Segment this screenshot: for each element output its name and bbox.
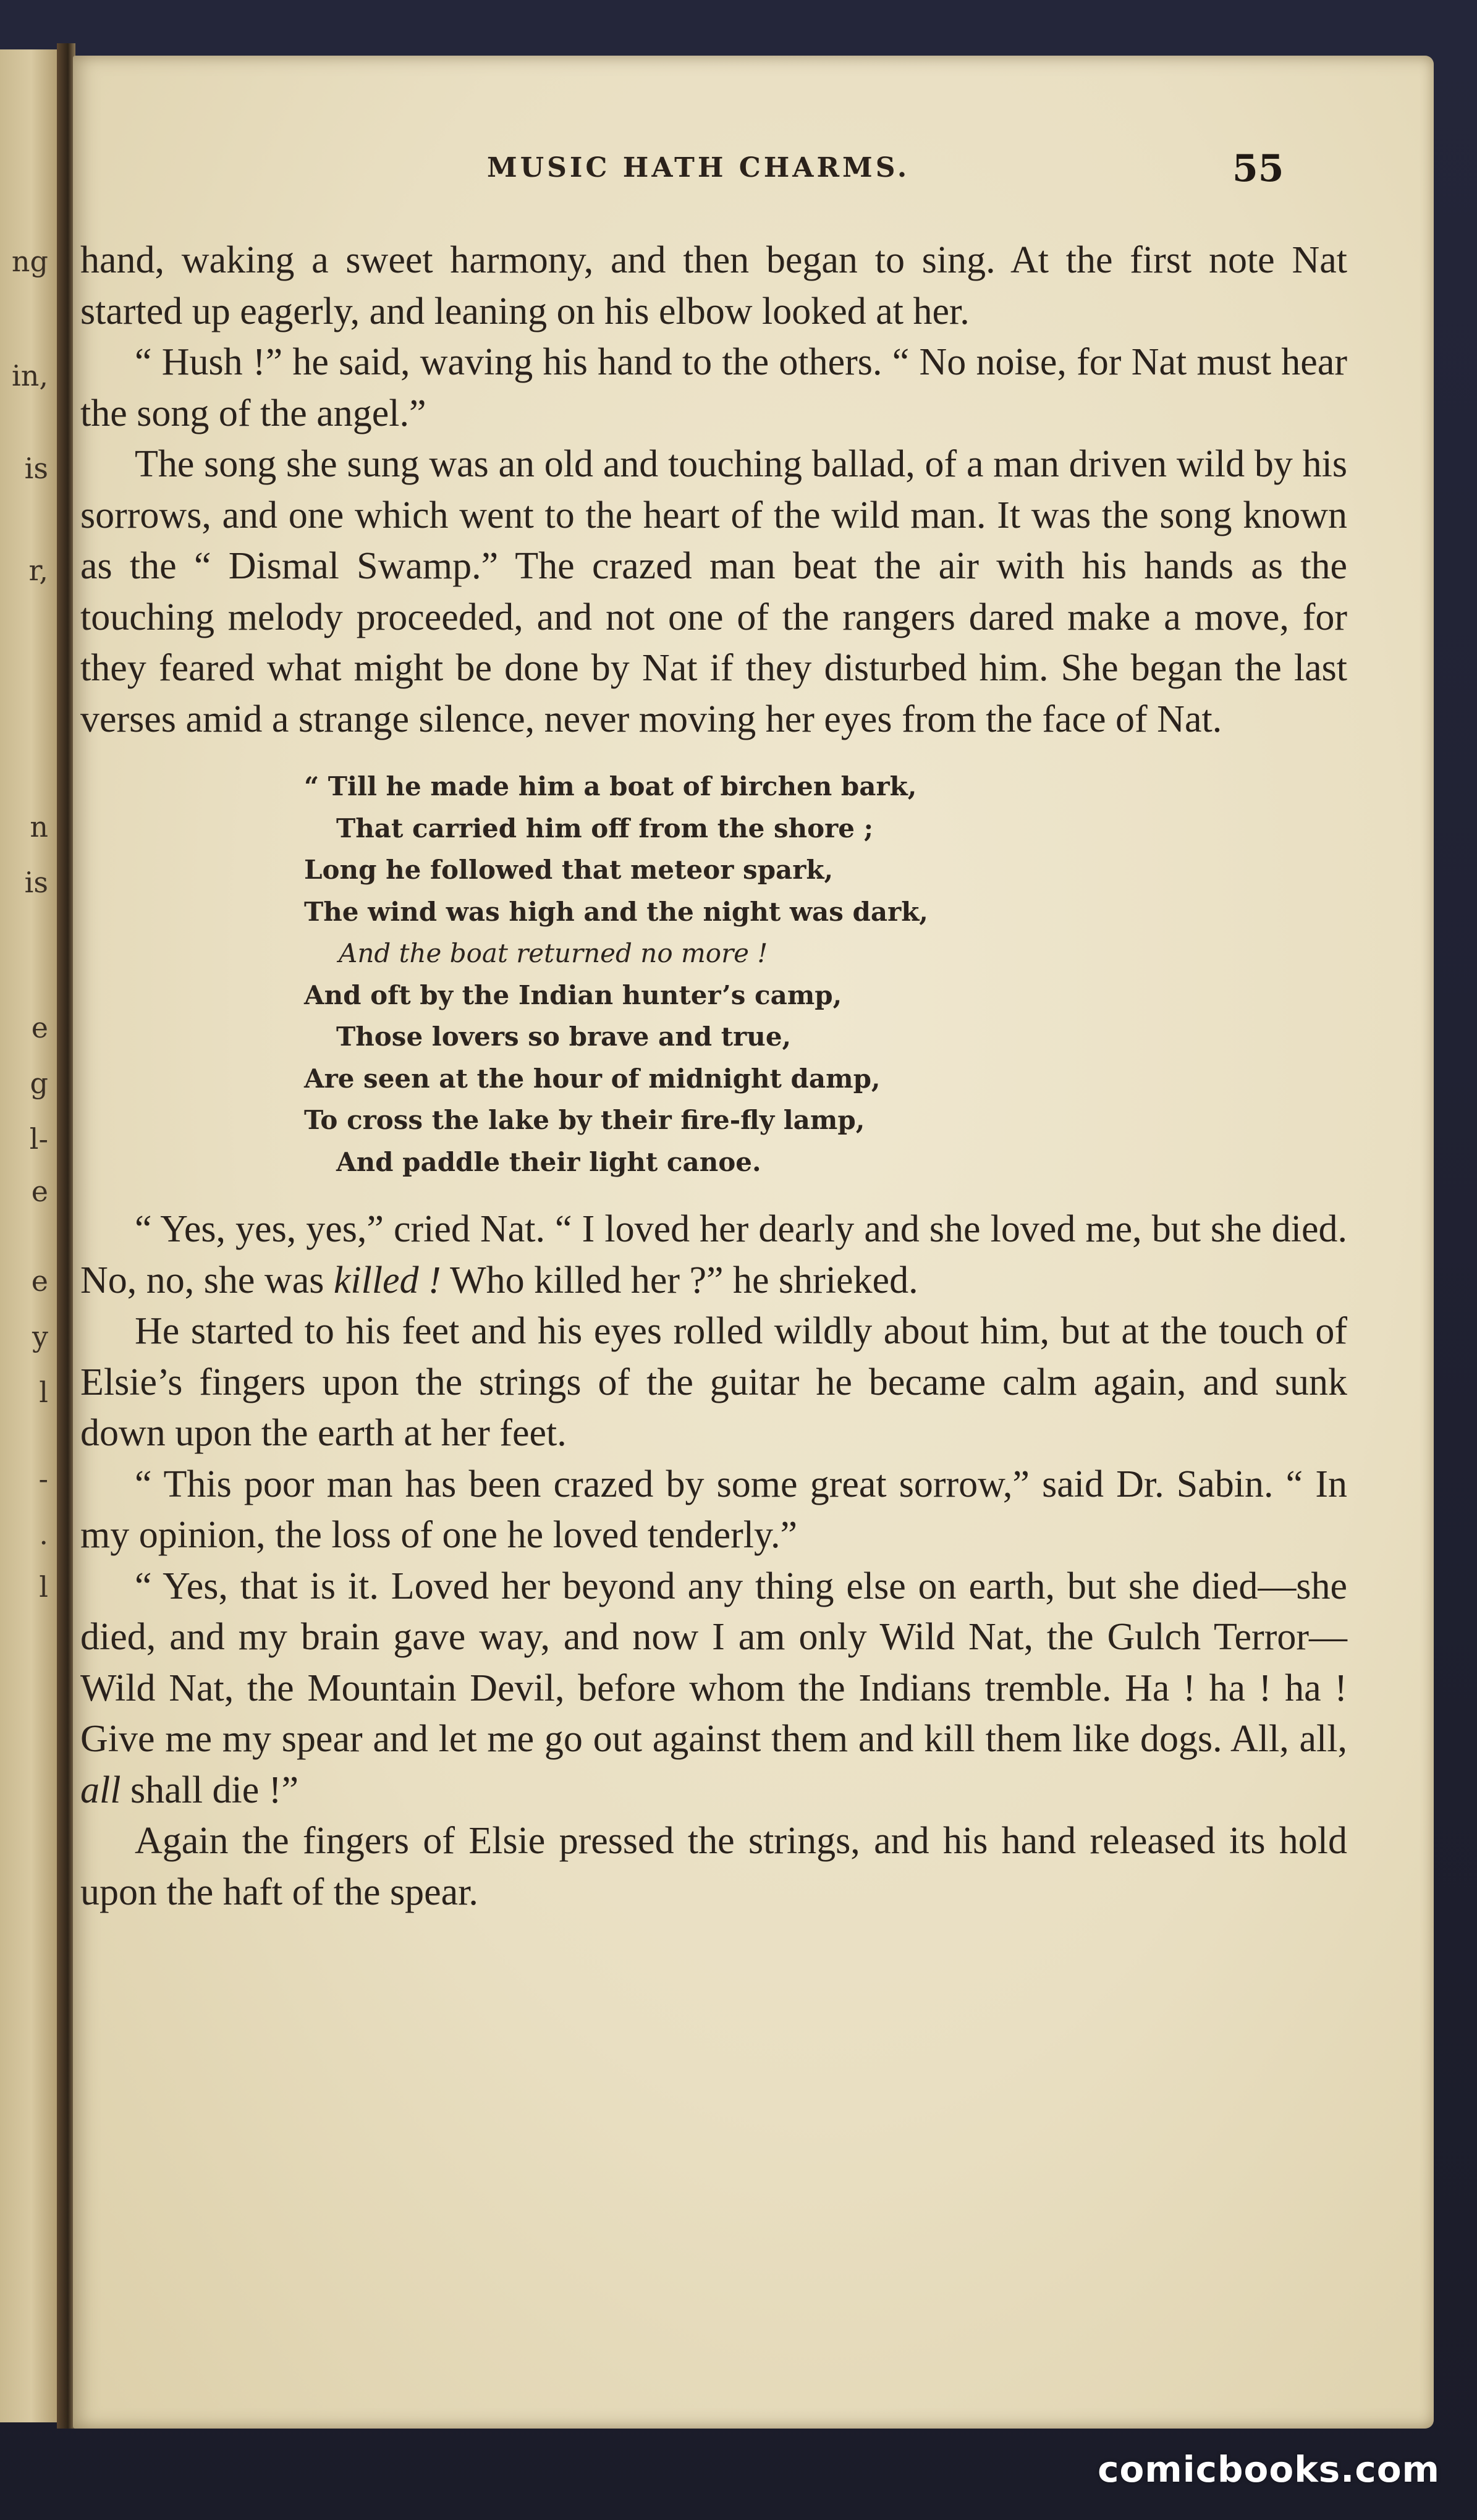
prev-page-fragment: l- (29, 1122, 48, 1156)
page-number: 55 (1232, 147, 1284, 190)
previous-page-edge (0, 49, 61, 2422)
prev-page-fragment: is (24, 866, 48, 899)
running-title: MUSIC HATH CHARMS. (487, 152, 910, 184)
prev-page-fragment: e (31, 1264, 48, 1298)
prev-page-fragment: in, (12, 359, 48, 392)
paragraph: He started to his feet and his eyes rolled wildly about him, but at the touch of Elsie’s fingers upon the strings of the guitar he became calm again, and sunk down upon the earth at her feet. (80, 1310, 1347, 1454)
body-text (80, 235, 1347, 1917)
paragraph-text: shall die !” (121, 1769, 298, 1811)
paragraph-text: “ Yes, that is it. Loved her beyond any thing else on earth, but she died—she died, and my brain gave way, and now I am only Wild Nat, the Gulch Terror—Wild Nat, the Mountain Devil, before whom the Indians tremble. Ha ! ha ! ha ! Give me my spear and let me go out against them and kill them like dogs. All, all, (80, 1565, 1347, 1760)
running-head (73, 147, 1434, 197)
prev-page-fragment: n (30, 810, 48, 844)
prev-page-fragment: l (39, 1570, 48, 1604)
paragraph (80, 1204, 1347, 1306)
verse-line: And oft by the Indian hunter’s camp, (304, 979, 842, 1010)
prev-page-fragment: is (24, 452, 48, 485)
prev-page-fragment: e (31, 1175, 48, 1208)
paragraph: The song she sung was an old and touching ballad, of a man driven wild by his sorrows, and one which went to the heart of the wild man. It was the song known as the “ Dismal Swamp.” The crazed man beat the air with his hands as the touching melody proceeded, and not one of the rangers dared make a move, for they feared what might be done by Nat if they disturbed him. She began the last verses amid a strange silence, never moving her eyes from the face of Nat. (80, 443, 1347, 740)
prev-page-fragment: l (39, 1376, 48, 1409)
prev-page-fragment: - (38, 1462, 48, 1495)
verse-line: Are seen at the hour of midnight damp, (304, 1063, 881, 1094)
prev-page-fragment: y (32, 1320, 48, 1353)
prev-page-fragment: r, (28, 554, 48, 587)
paragraph-text: “ Yes, yes, yes,” cried Nat. “ I loved her dearly and she loved me, but she died. No, no, she was (80, 1208, 1347, 1301)
prev-page-fragment: . (39, 1518, 48, 1551)
verse-line: Those lovers so brave and true, (336, 1021, 792, 1052)
prev-page-fragment: e (31, 1011, 48, 1044)
paragraph: “ This poor man has been crazed by some great sorrow,” said Dr. Sabin. “ In my opinion, the loss of one he loved tenderly.” (80, 1463, 1347, 1556)
paragraph (80, 1561, 1347, 1816)
italic-emphasis: all (80, 1769, 121, 1811)
site-watermark: comicbooks.com (1098, 2448, 1440, 2490)
italic-emphasis: killed ! (333, 1259, 441, 1301)
prev-page-fragment: g (30, 1067, 48, 1100)
book-page (73, 56, 1434, 2429)
paragraph: “ Hush !” he said, waving his hand to the others. “ No noise, for Nat must hear the song of the angel.” (80, 341, 1347, 434)
verse-line: “ Till he made him a boat of birchen bark, (304, 771, 917, 801)
prev-page-fragment: ng (11, 245, 48, 278)
verse-line: The wind was high and the night was dark, (304, 896, 928, 927)
verse-line: To cross the lake by their fire-fly lamp, (304, 1105, 865, 1135)
paragraph: Again the fingers of Elsie pressed the strings, and his hand released its hold upon the haft of the spear. (80, 1820, 1347, 1913)
verse-line: Long he followed that meteor spark, (304, 855, 834, 885)
paragraph-text: Who killed her ?” he shrieked. (441, 1259, 918, 1301)
verse-line: And paddle their light canoe. (336, 1146, 761, 1177)
paragraph: hand, waking a sweet harmony, and then began to sing. At the first note Nat started up eagerly, and leaning on his elbow looked at her. (80, 239, 1347, 332)
verse-block (80, 766, 1347, 1183)
verse-line: That carried him off from the shore ; (336, 813, 874, 844)
verse-line: And the boat returned no more ! (339, 938, 768, 968)
